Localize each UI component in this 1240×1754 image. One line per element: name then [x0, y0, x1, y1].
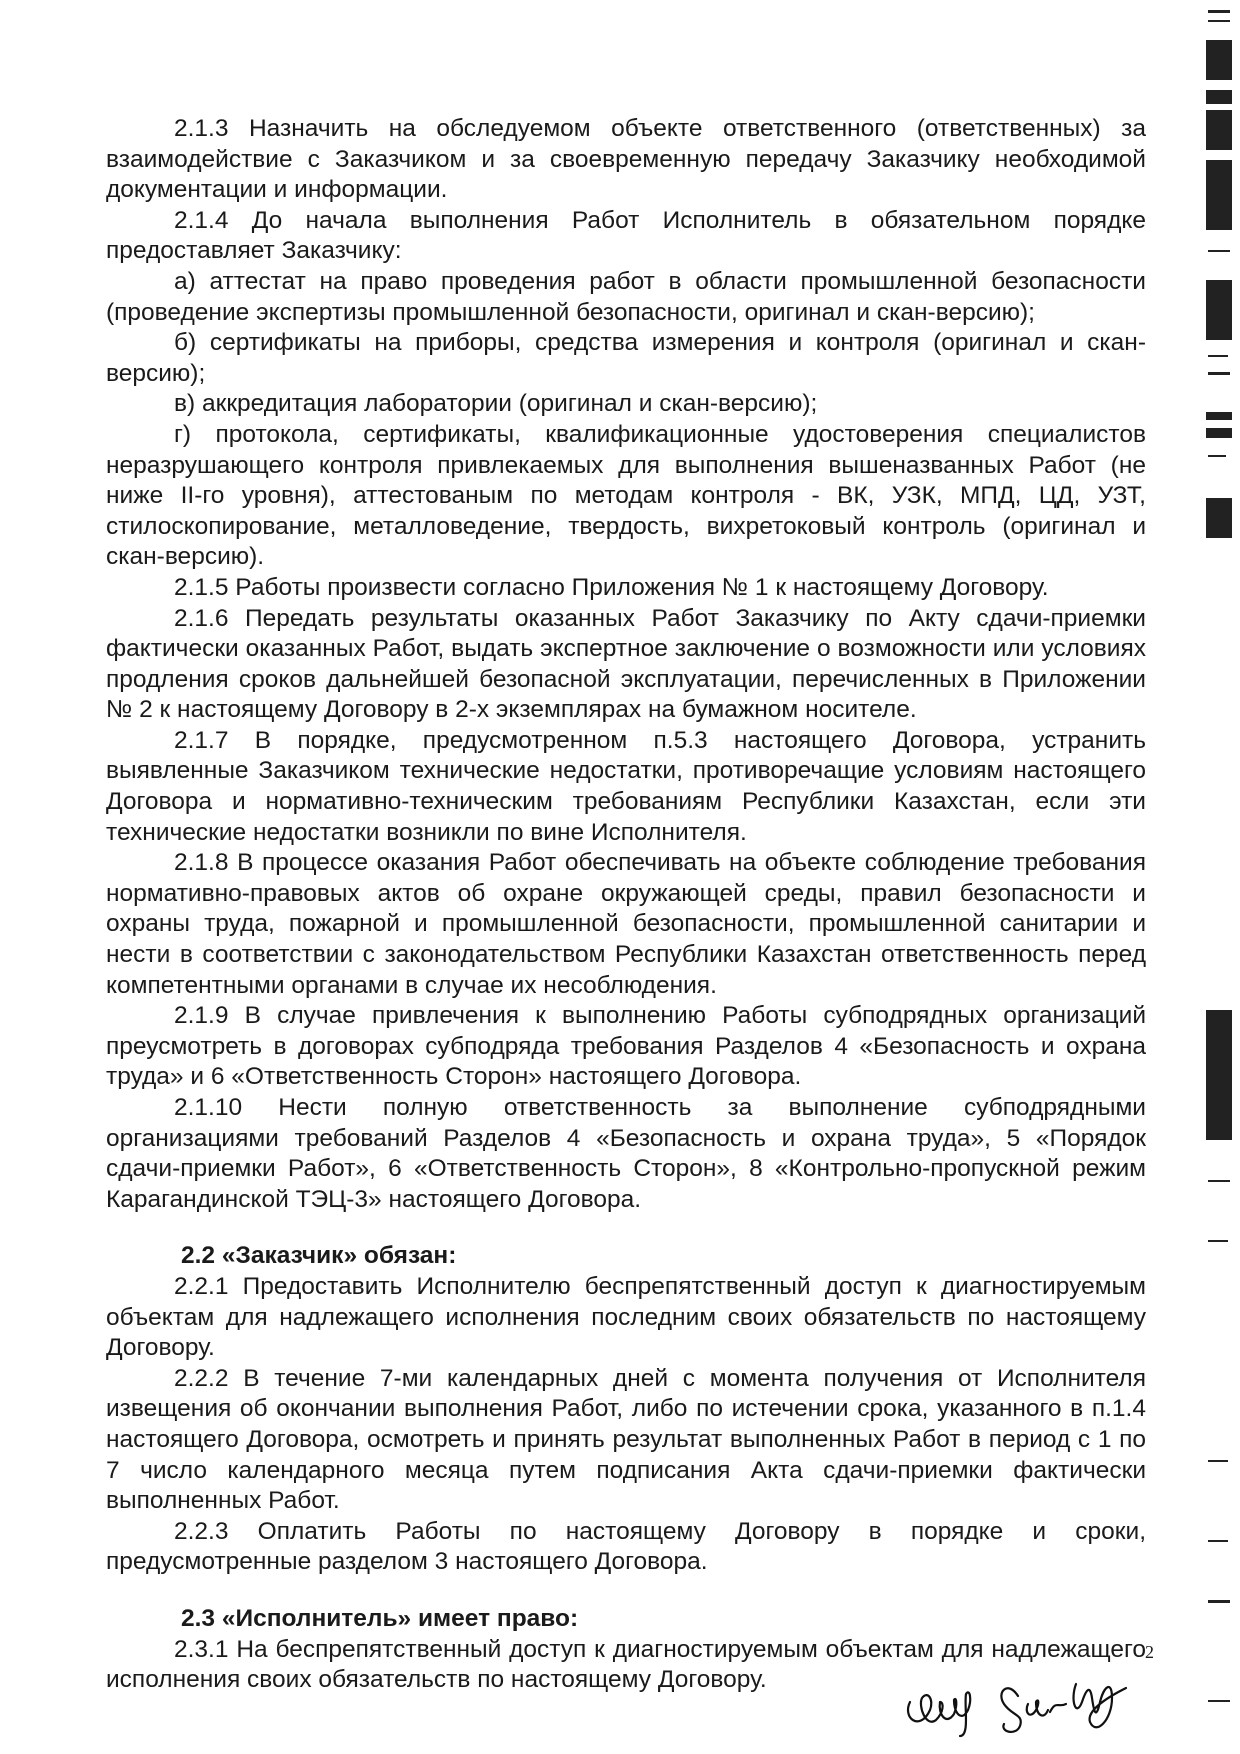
paragraph-2-1-10: 2.1.10 Нести полную ответственность за выполнение субподрядными организациями требований Разделов 4 «Безопасность и охрана труда», 5 «Порядок сдачи-приемки Работ», 6 «Ответственность Сторон», 8 «Контрольно-пропускной режим Карагандинской ТЭЦ-3» настоящего Договора. [106, 1094, 1146, 1213]
paragraph-2-1-5: 2.1.5 Работы произвести согласно Приложения № 1 к настоящему Договору. [174, 573, 1049, 601]
paragraph-2-1-8: 2.1.8 В процессе оказания Работ обеспечивать на объекте соблюдение требования нормативно-правовых актов об охране окружающей среды, правил безопасности и охраны труда, пожарной и промышленной безопасности, промышленной санитарии и нести в соответствии с законодательством Республики Казахстан ответственность перед компетентными органами в случае их несоблюдения. [106, 849, 1146, 999]
paragraph-2-1-3: 2.1.3 Назначить на обследуемом объекте ответственного (ответственных) за взаимодействие с Заказчиком и за своевременную передачу Заказчику необходимой документации и информации. [106, 115, 1146, 204]
handwritten-signatures [900, 1640, 1160, 1740]
section-heading-2-2: 2.2 «Заказчик» обязан: [181, 1242, 457, 1270]
paragraph-2-1-9: 2.1.9 В случае привлечения к выполнению Работы субподрядных организаций преусмотреть в договорах субподряда требования Разделов 4 «Безопасность и охрана труда» и 6 «Ответственность Сторон» настоящего Договора. [106, 1002, 1146, 1091]
paragraph-2-1-4-g: г) протокола, сертификаты, квалификационные удостоверения специалистов неразрушающего контроля привлекаемых для выполнения вышеназванных Работ (не ниже II-го уровня), аттестованым по методам контроля - ВК, УЗК, МПД, ЦД, УЗТ, стилоскопирование, металловедение, твердость, вихретоковый контроль (оригинал и скан-версию). [106, 420, 1146, 571]
section-heading-2-3: 2.3 «Исполнитель» имеет право: [181, 1604, 579, 1632]
paragraph-2-1-4-a: а) аттестат на право проведения работ в области промышленной безопасности (проведение экспертизы промышленной безопасности, оригинал и скан-версию); [106, 267, 1146, 326]
paragraph-2-2-3: 2.2.3 Оплатить Работы по настоящему Договору в порядке и сроки, предусмотренные разделом 3 настоящего Договора. [106, 1517, 1146, 1576]
paragraph-2-2-2: 2.2.2 В течение 7-ми календарных дней с момента получения от Исполнителя извещения об окончании выполнения Работ, либо по истечении срока, указанного в п.1.4 настоящего Договора, осмотреть и принять результат выполненных Работ в период с 1 по 7 число календарного месяца путем подписания Акта сдачи-приемки фактически выполненных Работ. [106, 1364, 1146, 1515]
paragraph-2-1-4-v: в) аккредитация лаборатории (оригинал и скан-версию); [174, 390, 818, 418]
paragraph-2-1-7: 2.1.7 В порядке, предусмотренном п.5.3 настоящего Договора, устранить выявленные Заказчиком технические недостатки, противоречащие условиям настоящего Договора и нормативно-техническим требованиям Республики Казахстан, если эти технические недостатки возникли по вине Исполнителя. [106, 726, 1146, 846]
paragraph-2-1-4: 2.1.4 До начала выполнения Работ Исполнитель в обязательном порядке предоставляет Заказчику: [106, 206, 1146, 265]
document-body [106, 114, 1146, 1696]
paragraph-2-1-6: 2.1.6 Передать результаты оказанных Работ Заказчику по Акту сдачи-приемки фактически оказанных Работ, выдать экспертное заключение о возможности или условиях продления сроков дальнейшей безопасной эксплуатации, перечисленных в Приложении № 2 к настоящему Договору в 2-х экземплярах на бумажном носителе. [106, 604, 1146, 724]
scan-edge-marks [1200, 0, 1240, 1754]
page-number: 2 [1145, 1642, 1154, 1662]
paragraph-2-1-4-b: б) сертификаты на приборы, средства измерения и контроля (оригинал и скан-версию); [106, 329, 1146, 387]
paragraph-2-3-1: 2.3.1 На беспрепятственный доступ к диагностируемым объектам для надлежащего исполнения своих обязательств по настоящему Договору. [106, 1635, 1146, 1694]
paragraph-2-2-1: 2.2.1 Предоставить Исполнителю беспрепятственный доступ к диагностируемым объектам для надлежащего исполнения последним своих обязательств по настоящему Договору. [106, 1272, 1146, 1362]
